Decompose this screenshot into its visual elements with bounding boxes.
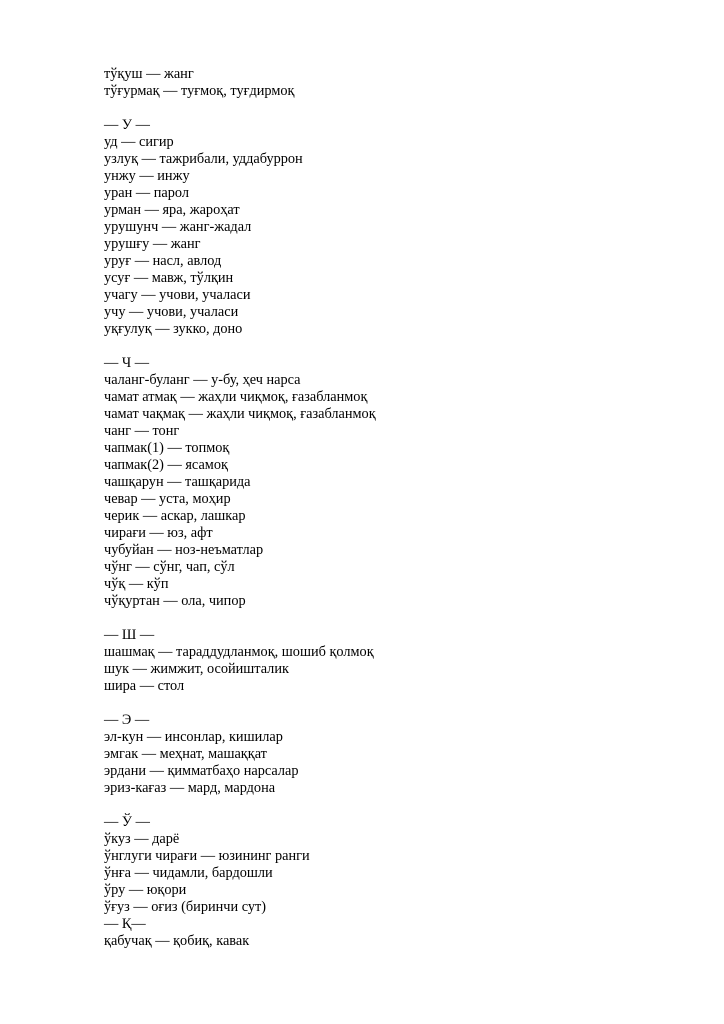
glossary-entry: черик — аскар, лашкар: [104, 508, 246, 524]
glossary-text: [104, 66, 664, 950]
glossary-entry: шира — стол: [104, 678, 185, 694]
glossary-entry: чапмак(1) — топмоқ: [104, 440, 230, 456]
glossary-entry: чанг — тонг: [104, 423, 180, 439]
glossary-entry: учу — учови, учаласи: [104, 304, 239, 320]
glossary-entry: урман — яра, жароҳат: [104, 202, 240, 218]
section-heading-e: — Э —: [104, 712, 150, 728]
glossary-entry: чевар — уста, моҳир: [104, 491, 231, 507]
glossary-entry: чаланг-буланг — у-бу, ҳеч нарса: [104, 372, 301, 388]
glossary-entry: чирағи — юз, афт: [104, 525, 213, 541]
glossary-entry: ўру — юқори: [104, 882, 187, 898]
glossary-entry: шашмақ — тараддудланмоқ, шошиб қолмоқ: [104, 644, 374, 660]
section-heading-o: — Ў —: [104, 814, 150, 830]
glossary-entry: чашқарун — ташқарида: [104, 474, 251, 490]
glossary-entry: чўқуртан — ола, чипор: [104, 593, 246, 609]
glossary-entry: чапмак(2) — ясамоқ: [104, 457, 228, 473]
glossary-entry: уруғ — насл, авлод: [104, 253, 222, 269]
glossary-entry: чўқ — кўп: [104, 576, 169, 592]
glossary-entry: уд — сигир: [104, 134, 174, 150]
glossary-entry: урушунч — жанг-жадал: [104, 219, 252, 235]
paragraph-gap: [104, 695, 664, 712]
glossary-entry: уқғулуқ — зукко, доно: [104, 321, 243, 337]
glossary-entry: эриз-кағаз — мард, мардона: [104, 780, 276, 796]
glossary-entry: чамат чақмақ — жаҳли чиқмоқ, ғазабланмоқ: [104, 406, 376, 422]
paragraph-gap: [104, 797, 664, 814]
glossary-entry: учагу — учови, учаласи: [104, 287, 251, 303]
section-heading-sh: — Ш —: [104, 627, 155, 643]
glossary-entry: эл-кун — инсонлар, кишилар: [104, 729, 283, 745]
section-heading-u: — У —: [104, 117, 150, 133]
glossary-entry: унжу — инжу: [104, 168, 190, 184]
glossary-entry: тўғурмақ — туғмоқ, туғдирмоқ: [104, 83, 295, 99]
glossary-entry: ўкуз — дарё: [104, 831, 180, 847]
glossary-entry: ўғуз — оғиз (биринчи сут): [104, 899, 267, 915]
glossary-entry: шук — жимжит, осойишталик: [104, 661, 289, 677]
glossary-entry: тўқуш — жанг: [104, 66, 194, 82]
glossary-entry: урушғу — жанг: [104, 236, 201, 252]
glossary-entry: қабучақ — қобиқ, кавак: [104, 933, 250, 949]
glossary-entry: эрдани — қимматбаҳо нарсалар: [104, 763, 299, 779]
glossary-entry: усуғ — мавж, тўлқин: [104, 270, 234, 286]
glossary-entry: уран — парол: [104, 185, 189, 201]
glossary-entry: узлуқ — тажрибали, уддабуррон: [104, 151, 303, 167]
paragraph-gap: [104, 610, 664, 627]
glossary-entry: чўнг — сўнг, чап, сўл: [104, 559, 235, 575]
paragraph-gap: [104, 338, 664, 355]
section-heading-q: — Қ—: [104, 916, 146, 932]
glossary-entry: чамат атмақ — жаҳли чиқмоқ, ғазабланмоқ: [104, 389, 368, 405]
section-heading-ch: — Ч —: [104, 355, 150, 371]
glossary-entry: ўнглуги чирағи — юзининг ранги: [104, 848, 310, 864]
glossary-entry: чубуйан — ноз-неъматлар: [104, 542, 264, 558]
glossary-entry: ўнға — чидамли, бардошли: [104, 865, 273, 881]
paragraph-gap: [104, 100, 664, 117]
glossary-entry: эмгак — меҳнат, машаққат: [104, 746, 267, 762]
